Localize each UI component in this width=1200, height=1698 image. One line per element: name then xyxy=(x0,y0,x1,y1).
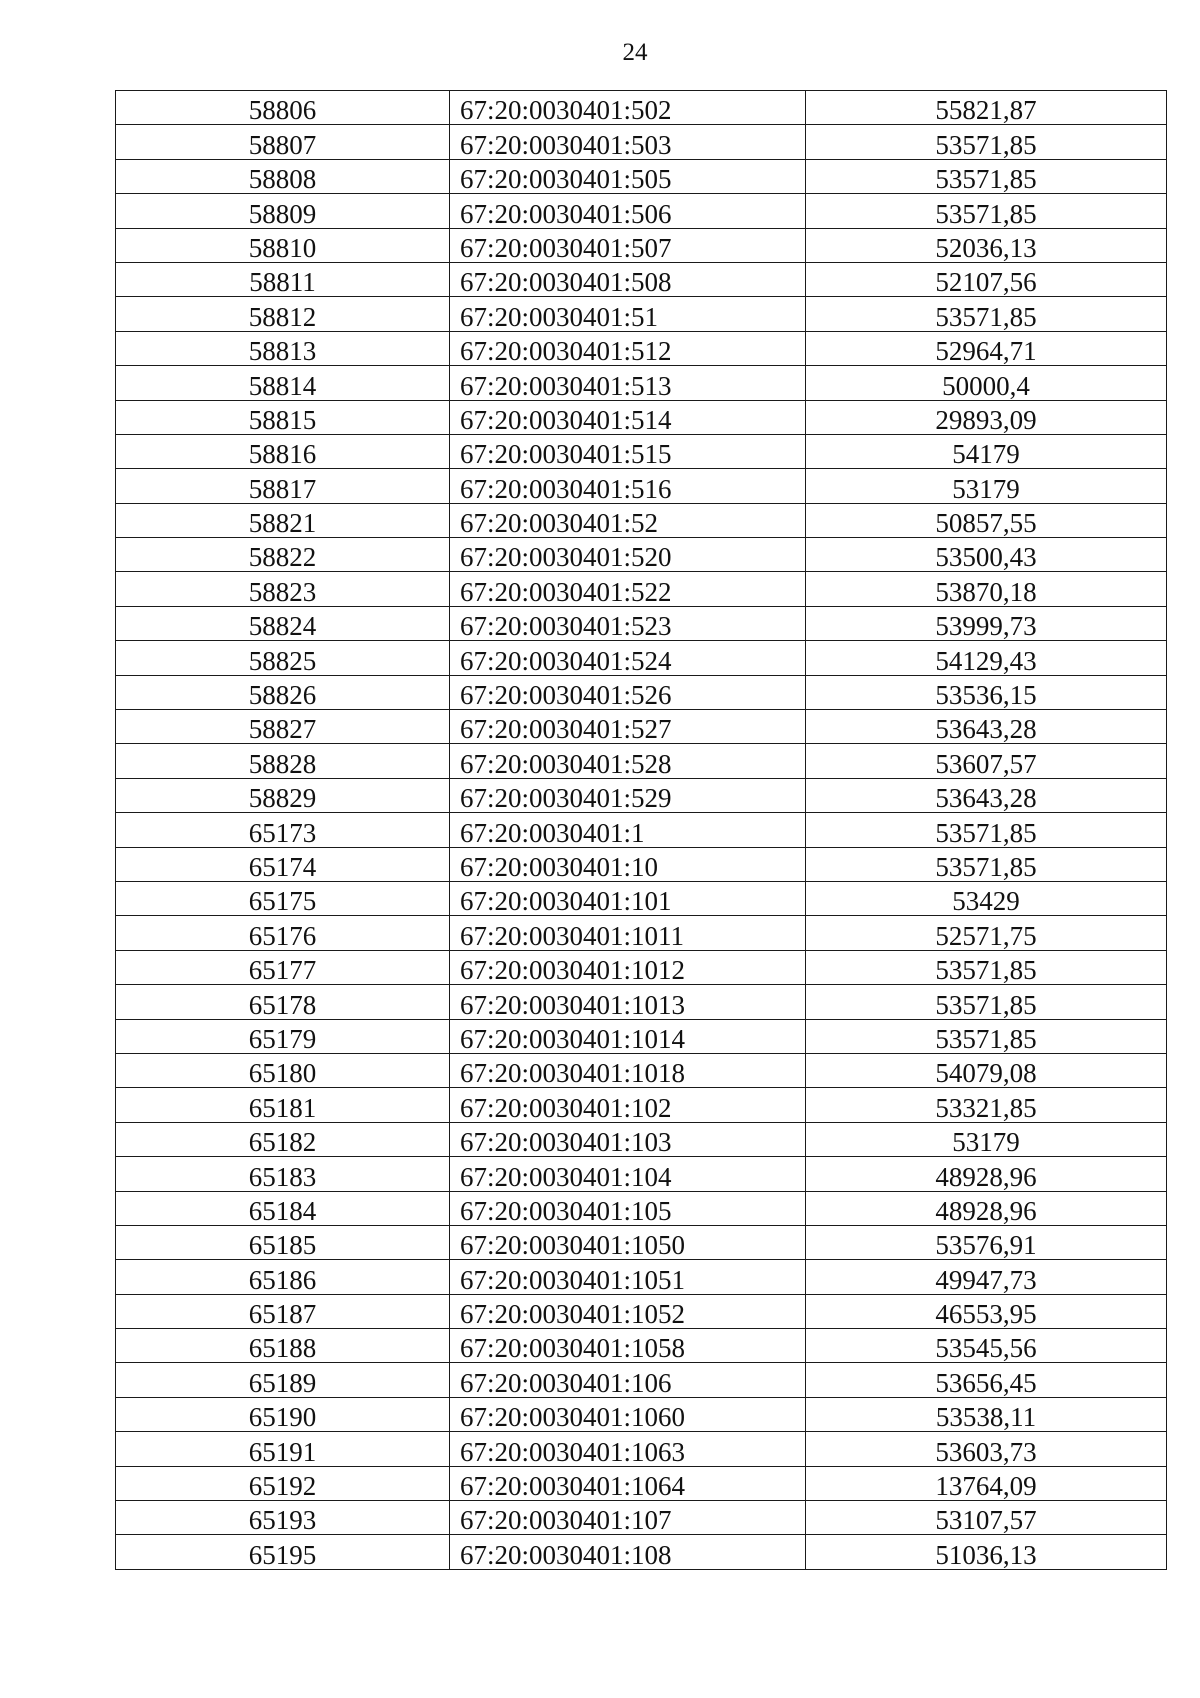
cadastral-number-cell: 67:20:0030401:104 xyxy=(450,1157,806,1191)
row-number-cell: 58806 xyxy=(116,91,450,125)
row-number-cell: 58815 xyxy=(116,400,450,434)
row-number-cell: 58826 xyxy=(116,675,450,709)
row-number-cell: 58812 xyxy=(116,297,450,331)
row-number-cell: 58828 xyxy=(116,744,450,778)
value-cell: 53571,85 xyxy=(806,813,1167,847)
row-number-cell: 65178 xyxy=(116,985,450,1019)
cadastral-number-cell: 67:20:0030401:101 xyxy=(450,881,806,915)
cadastral-number-cell: 67:20:0030401:52 xyxy=(450,503,806,537)
value-cell: 49947,73 xyxy=(806,1260,1167,1294)
table-row xyxy=(116,1260,1167,1294)
row-number-cell: 58827 xyxy=(116,710,450,744)
cadastral-number-cell: 67:20:0030401:515 xyxy=(450,434,806,468)
value-cell: 53656,45 xyxy=(806,1363,1167,1397)
table-row xyxy=(116,91,1167,125)
cadastral-number-cell: 67:20:0030401:1018 xyxy=(450,1053,806,1087)
row-number-cell: 58814 xyxy=(116,366,450,400)
table-row xyxy=(116,950,1167,984)
table-row xyxy=(116,228,1167,262)
value-cell: 53571,85 xyxy=(806,194,1167,228)
value-cell: 53603,73 xyxy=(806,1432,1167,1466)
cadastral-number-cell: 67:20:0030401:1051 xyxy=(450,1260,806,1294)
table-row xyxy=(116,985,1167,1019)
cadastral-number-cell: 67:20:0030401:523 xyxy=(450,606,806,640)
table-row xyxy=(116,159,1167,193)
cadastral-number-cell: 67:20:0030401:524 xyxy=(450,641,806,675)
table-row xyxy=(116,1019,1167,1053)
cadastral-number-cell: 67:20:0030401:522 xyxy=(450,572,806,606)
cadastral-number-cell: 67:20:0030401:1050 xyxy=(450,1225,806,1259)
table-row xyxy=(116,1432,1167,1466)
cadastral-number-cell: 67:20:0030401:51 xyxy=(450,297,806,331)
row-number-cell: 58829 xyxy=(116,778,450,812)
cadastral-number-cell: 67:20:0030401:103 xyxy=(450,1122,806,1156)
cadastral-number-cell: 67:20:0030401:516 xyxy=(450,469,806,503)
row-number-cell: 65179 xyxy=(116,1019,450,1053)
cadastral-number-cell: 67:20:0030401:105 xyxy=(450,1191,806,1225)
row-number-cell: 58813 xyxy=(116,331,450,365)
row-number-cell: 65180 xyxy=(116,1053,450,1087)
cadastral-number-cell: 67:20:0030401:512 xyxy=(450,331,806,365)
value-cell: 53538,11 xyxy=(806,1397,1167,1431)
table-row xyxy=(116,847,1167,881)
value-cell: 53643,28 xyxy=(806,710,1167,744)
value-cell: 53107,57 xyxy=(806,1501,1167,1535)
value-cell: 50857,55 xyxy=(806,503,1167,537)
value-cell: 53179 xyxy=(806,469,1167,503)
value-cell: 53643,28 xyxy=(806,778,1167,812)
table-row xyxy=(116,881,1167,915)
value-cell: 53571,85 xyxy=(806,985,1167,1019)
cadastral-number-cell: 67:20:0030401:529 xyxy=(450,778,806,812)
cadastral-number-cell: 67:20:0030401:1064 xyxy=(450,1466,806,1500)
cadastral-number-cell: 67:20:0030401:520 xyxy=(450,538,806,572)
cadastral-number-cell: 67:20:0030401:506 xyxy=(450,194,806,228)
table-row xyxy=(116,194,1167,228)
value-cell: 54179 xyxy=(806,434,1167,468)
row-number-cell: 65184 xyxy=(116,1191,450,1225)
value-cell: 53571,85 xyxy=(806,1019,1167,1053)
table-row xyxy=(116,400,1167,434)
cadastral-number-cell: 67:20:0030401:514 xyxy=(450,400,806,434)
value-cell: 50000,4 xyxy=(806,366,1167,400)
row-number-cell: 65174 xyxy=(116,847,450,881)
row-number-cell: 65175 xyxy=(116,881,450,915)
cadastral-number-cell: 67:20:0030401:1058 xyxy=(450,1329,806,1363)
value-cell: 53179 xyxy=(806,1122,1167,1156)
cadastral-number-cell: 67:20:0030401:526 xyxy=(450,675,806,709)
cadastral-number-cell: 67:20:0030401:106 xyxy=(450,1363,806,1397)
table-row xyxy=(116,1329,1167,1363)
table-row xyxy=(116,1397,1167,1431)
value-cell: 53536,15 xyxy=(806,675,1167,709)
table-row xyxy=(116,1225,1167,1259)
cadastral-number-cell: 67:20:0030401:1052 xyxy=(450,1294,806,1328)
table-row xyxy=(116,916,1167,950)
cadastral-number-cell: 67:20:0030401:102 xyxy=(450,1088,806,1122)
value-cell: 51036,13 xyxy=(806,1535,1167,1569)
cadastral-number-cell: 67:20:0030401:1063 xyxy=(450,1432,806,1466)
table-row xyxy=(116,1157,1167,1191)
row-number-cell: 65190 xyxy=(116,1397,450,1431)
value-cell: 53571,85 xyxy=(806,297,1167,331)
row-number-cell: 58807 xyxy=(116,125,450,159)
row-number-cell: 65189 xyxy=(116,1363,450,1397)
table-row xyxy=(116,1294,1167,1328)
table-row xyxy=(116,1053,1167,1087)
row-number-cell: 58811 xyxy=(116,262,450,296)
value-cell: 53545,56 xyxy=(806,1329,1167,1363)
table-row xyxy=(116,503,1167,537)
value-cell: 29893,09 xyxy=(806,400,1167,434)
table-row xyxy=(116,469,1167,503)
cadastral-number-cell: 67:20:0030401:1012 xyxy=(450,950,806,984)
table-body xyxy=(116,91,1167,1570)
row-number-cell: 65192 xyxy=(116,1466,450,1500)
cadastral-number-cell: 67:20:0030401:107 xyxy=(450,1501,806,1535)
value-cell: 53571,85 xyxy=(806,159,1167,193)
table-row xyxy=(116,641,1167,675)
cadastral-number-cell: 67:20:0030401:503 xyxy=(450,125,806,159)
row-number-cell: 65191 xyxy=(116,1432,450,1466)
cadastral-number-cell: 67:20:0030401:507 xyxy=(450,228,806,262)
cadastral-number-cell: 67:20:0030401:1060 xyxy=(450,1397,806,1431)
cadastral-number-cell: 67:20:0030401:527 xyxy=(450,710,806,744)
row-number-cell: 65185 xyxy=(116,1225,450,1259)
value-cell: 53321,85 xyxy=(806,1088,1167,1122)
row-number-cell: 65187 xyxy=(116,1294,450,1328)
row-number-cell: 58808 xyxy=(116,159,450,193)
cadastral-number-cell: 67:20:0030401:528 xyxy=(450,744,806,778)
value-cell: 53999,73 xyxy=(806,606,1167,640)
cadastral-number-cell: 67:20:0030401:1013 xyxy=(450,985,806,1019)
cadastral-number-cell: 67:20:0030401:1 xyxy=(450,813,806,847)
row-number-cell: 65177 xyxy=(116,950,450,984)
value-cell: 54129,43 xyxy=(806,641,1167,675)
page-number: 24 xyxy=(622,39,648,66)
row-number-cell: 58809 xyxy=(116,194,450,228)
row-number-cell: 58816 xyxy=(116,434,450,468)
data-table xyxy=(115,90,1167,1570)
value-cell: 52107,56 xyxy=(806,262,1167,296)
cadastral-number-cell: 67:20:0030401:505 xyxy=(450,159,806,193)
value-cell: 48928,96 xyxy=(806,1191,1167,1225)
value-cell: 53571,85 xyxy=(806,950,1167,984)
row-number-cell: 58817 xyxy=(116,469,450,503)
row-number-cell: 65195 xyxy=(116,1535,450,1569)
table-row xyxy=(116,331,1167,365)
value-cell: 46553,95 xyxy=(806,1294,1167,1328)
row-number-cell: 58825 xyxy=(116,641,450,675)
row-number-cell: 65176 xyxy=(116,916,450,950)
value-cell: 53571,85 xyxy=(806,847,1167,881)
row-number-cell: 65183 xyxy=(116,1157,450,1191)
cadastral-number-cell: 67:20:0030401:513 xyxy=(450,366,806,400)
row-number-cell: 65188 xyxy=(116,1329,450,1363)
value-cell: 53607,57 xyxy=(806,744,1167,778)
table-row xyxy=(116,606,1167,640)
row-number-cell: 65173 xyxy=(116,813,450,847)
table-row xyxy=(116,538,1167,572)
table-row xyxy=(116,744,1167,778)
table-row xyxy=(116,1501,1167,1535)
value-cell: 52964,71 xyxy=(806,331,1167,365)
table-row xyxy=(116,1535,1167,1569)
row-number-cell: 58810 xyxy=(116,228,450,262)
value-cell: 54079,08 xyxy=(806,1053,1167,1087)
value-cell: 48928,96 xyxy=(806,1157,1167,1191)
value-cell: 52036,13 xyxy=(806,228,1167,262)
cadastral-number-cell: 67:20:0030401:1011 xyxy=(450,916,806,950)
cadastral-number-cell: 67:20:0030401:108 xyxy=(450,1535,806,1569)
value-cell: 53429 xyxy=(806,881,1167,915)
table-row xyxy=(116,675,1167,709)
table-row xyxy=(116,1466,1167,1500)
table-row xyxy=(116,1122,1167,1156)
row-number-cell: 65193 xyxy=(116,1501,450,1535)
row-number-cell: 58822 xyxy=(116,538,450,572)
table-row xyxy=(116,297,1167,331)
cadastral-number-cell: 67:20:0030401:508 xyxy=(450,262,806,296)
table-row xyxy=(116,778,1167,812)
table-row xyxy=(116,1191,1167,1225)
value-cell: 53576,91 xyxy=(806,1225,1167,1259)
value-cell: 53571,85 xyxy=(806,125,1167,159)
row-number-cell: 65186 xyxy=(116,1260,450,1294)
table-row xyxy=(116,1363,1167,1397)
value-cell: 13764,09 xyxy=(806,1466,1167,1500)
row-number-cell: 65181 xyxy=(116,1088,450,1122)
table-row xyxy=(116,366,1167,400)
row-number-cell: 58821 xyxy=(116,503,450,537)
table-row xyxy=(116,434,1167,468)
cadastral-number-cell: 67:20:0030401:1014 xyxy=(450,1019,806,1053)
table-row xyxy=(116,813,1167,847)
cadastral-number-cell: 67:20:0030401:10 xyxy=(450,847,806,881)
row-number-cell: 65182 xyxy=(116,1122,450,1156)
row-number-cell: 58824 xyxy=(116,606,450,640)
table-row xyxy=(116,1088,1167,1122)
cadastral-number-cell: 67:20:0030401:502 xyxy=(450,91,806,125)
table-row xyxy=(116,125,1167,159)
table-row xyxy=(116,572,1167,606)
value-cell: 53870,18 xyxy=(806,572,1167,606)
value-cell: 55821,87 xyxy=(806,91,1167,125)
value-cell: 53500,43 xyxy=(806,538,1167,572)
value-cell: 52571,75 xyxy=(806,916,1167,950)
row-number-cell: 58823 xyxy=(116,572,450,606)
table-row xyxy=(116,710,1167,744)
table-row xyxy=(116,262,1167,296)
